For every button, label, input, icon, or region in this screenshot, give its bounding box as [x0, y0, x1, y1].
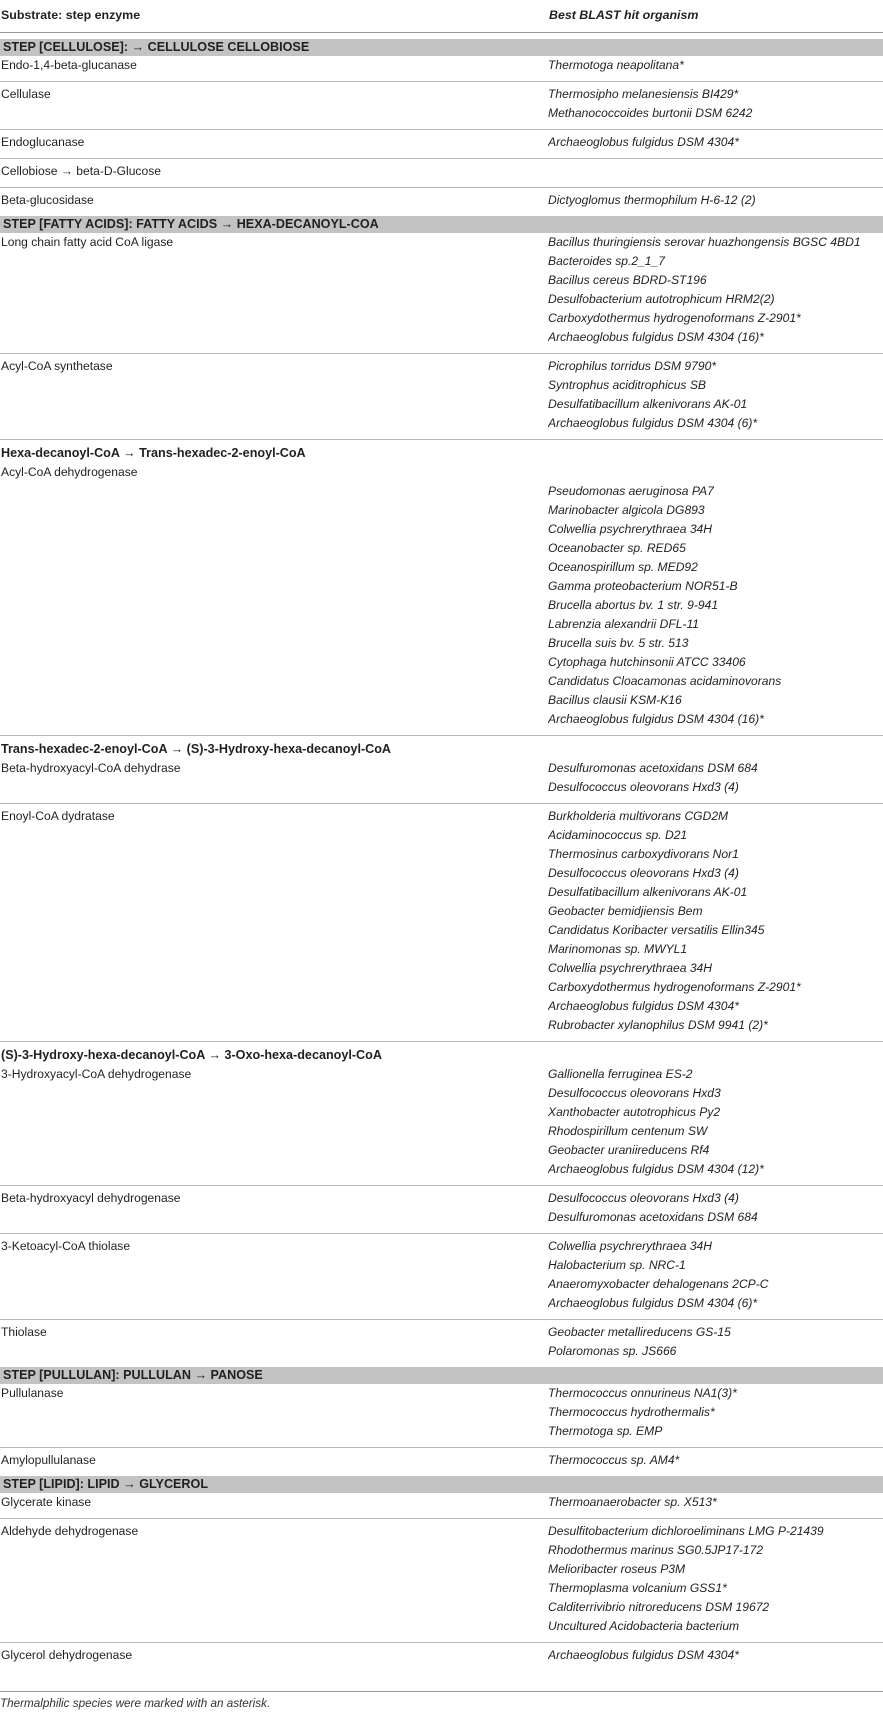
organism-cell — [548, 357, 883, 433]
organism-name: Thermoanaerobacter sp. X513* — [548, 1495, 717, 1509]
organism-name: Desulfococcus oleovorans Hxd3 (4) — [548, 866, 739, 880]
enzyme-cell: Beta-hydroxyacyl dehydrogenase — [1, 1191, 181, 1205]
organism-name: Colwellia psychrerythraea 34H — [548, 522, 713, 536]
header-blast-organism: Best BLAST hit organism — [549, 8, 699, 22]
organism-name: Geobacter uraniireducens Rf4 — [548, 1143, 710, 1157]
organism-name: Rhodothermus marinus SG0.5JP17-172 — [548, 1543, 764, 1557]
organism-name: Bacillus clausii KSM-K16 — [548, 693, 682, 707]
table-row — [0, 85, 883, 123]
row-divider — [0, 1233, 883, 1234]
table-row — [0, 1522, 883, 1636]
table-row — [0, 357, 883, 433]
organism-name: Gallionella ferruginea ES-2 — [548, 1067, 693, 1081]
table-row — [0, 759, 883, 797]
row-divider — [0, 1447, 883, 1448]
organism-cell — [548, 233, 883, 347]
row-divider — [0, 353, 883, 354]
step-header: STEP [FATTY ACIDS]: FATTY ACIDS → HEXA-DECANOYL-COA — [0, 216, 883, 233]
enzyme-cell: Cellulase — [1, 87, 51, 101]
organism-cell — [548, 1646, 883, 1665]
table-row — [0, 1065, 883, 1179]
organism-name: Picrophilus torridus DSM 9790* — [548, 359, 717, 373]
table-row — [0, 162, 883, 181]
step-header: STEP [LIPID]: LIPID → GLYCEROL — [0, 1476, 883, 1493]
organism-name: Geobacter metallireducens GS-15 — [548, 1325, 731, 1339]
organism-name: Desulfococcus oleovorans Hxd3 — [548, 1086, 721, 1100]
organism-name: Thermococcus sp. AM4* — [548, 1453, 680, 1467]
organism-name: Thermosipho melanesiensis BI429* — [548, 87, 739, 101]
organism-name: Desulfococcus oleovorans Hxd3 (4) — [548, 780, 739, 794]
table-row — [0, 1237, 883, 1313]
organism-name: Archaeoglobus fulgidus DSM 4304 (16)* — [548, 712, 764, 726]
enzyme-cell: Cellobiose → beta-D-Glucose — [1, 164, 161, 178]
organism-cell — [548, 85, 883, 123]
enzyme-cell: Endoglucanase — [1, 135, 85, 149]
reaction-subheader: Trans-hexadec-2-enoyl-CoA → (S)-3-Hydroxy-hexa-decanoyl-CoA — [1, 742, 392, 756]
table-row — [0, 1384, 883, 1441]
organism-name: Desulfococcus oleovorans Hxd3 (4) — [548, 1191, 739, 1205]
reaction-subheader: Hexa-decanoyl-CoA → Trans-hexadec-2-enoyl-CoA — [1, 446, 306, 460]
organism-cell — [548, 1065, 883, 1179]
organism-cell — [548, 133, 883, 152]
organism-name: Rhodospirillum centenum SW — [548, 1124, 708, 1138]
organism-name: Melioribacter roseus P3M — [548, 1562, 686, 1576]
enzyme-cell: Acyl-CoA dehydrogenase — [1, 465, 138, 479]
organism-name: Colwellia psychrerythraea 34H — [548, 1239, 713, 1253]
step-header: STEP [CELLULOSE]: → CELLULOSE CELLOBIOSE — [0, 39, 883, 56]
organism-name: Thermococcus hydrothermalis* — [548, 1405, 715, 1419]
enzyme-cell: Acyl-CoA synthetase — [1, 359, 113, 373]
organism-cell — [548, 1384, 883, 1441]
organism-name: Desulfitobacterium dichloroeliminans LMG P-21439 — [548, 1524, 824, 1538]
organism-name: Burkholderia multivorans CGD2M — [548, 809, 729, 823]
organism-name: Methanococcoides burtonii DSM 6242 — [548, 106, 753, 120]
organism-name: Oceanobacter sp. RED65 — [548, 541, 686, 555]
organism-name: Geobacter bemidjiensis Bem — [548, 904, 703, 918]
organism-name: Anaeromyxobacter dehalogenans 2CP-C — [548, 1277, 769, 1291]
table-row — [0, 56, 883, 75]
row-divider — [0, 158, 883, 159]
enzyme-cell: Long chain fatty acid CoA ligase — [1, 235, 174, 249]
organism-name: Marinomonas sp. MWYL1 — [548, 942, 688, 956]
organism-cell — [548, 807, 883, 1035]
organism-name: Desulfuromonas acetoxidans DSM 684 — [548, 1210, 758, 1224]
organism-name: Bacteroides sp.2_1_7 — [548, 254, 665, 268]
enzyme-cell: Pullulanase — [1, 1386, 64, 1400]
enzyme-cell: Enoyl-CoA dydratase — [1, 809, 115, 823]
row-divider — [0, 735, 883, 736]
organism-name: Desulfuromonas acetoxidans DSM 684 — [548, 761, 758, 775]
table-row — [0, 1189, 883, 1227]
organism-cell — [548, 1237, 883, 1313]
table-row — [0, 1323, 883, 1361]
organism-cell — [548, 1451, 883, 1470]
row-divider — [0, 1041, 883, 1042]
step-header: STEP [PULLULAN]: PULLULAN → PANOSE — [0, 1367, 883, 1384]
row-divider — [0, 1185, 883, 1186]
footer-divider — [0, 1691, 883, 1692]
organism-cell — [548, 191, 883, 210]
table-row — [0, 807, 883, 1035]
organism-name: Syntrophus aciditrophicus SB — [548, 378, 706, 392]
table-footnote: Thermalphilic species were marked with an asterisk. — [0, 1697, 271, 1710]
enzyme-cell: Beta-glucosidase — [1, 193, 94, 207]
organism-name: Labrenzia alexandrii DFL-11 — [548, 617, 700, 631]
organism-name: Archaeoglobus fulgidus DSM 4304* — [548, 1648, 739, 1662]
organism-name: Oceanospirillum sp. MED92 — [548, 560, 698, 574]
organism-cell — [548, 463, 883, 729]
header-substrate-enzyme: Substrate: step enzyme — [1, 8, 141, 22]
organism-name: Archaeoglobus fulgidus DSM 4304 (12)* — [548, 1162, 764, 1176]
organism-name: Candidatus Koribacter versatilis Ellin345 — [548, 923, 765, 937]
organism-name: Candidatus Cloacamonas acidaminovorans — [548, 674, 782, 688]
table-row — [0, 133, 883, 152]
organism-name: Uncultured Acidobacteria bacterium — [548, 1619, 740, 1633]
organism-name: Bacillus thuringiensis serovar huazhongensis BGSC 4BD1 — [548, 235, 861, 249]
row-divider — [0, 81, 883, 82]
organism-name: Halobacterium sp. NRC-1 — [548, 1258, 686, 1272]
organism-name: Gamma proteobacterium NOR51-B — [548, 579, 738, 593]
organism-name: Archaeoglobus fulgidus DSM 4304 (6)* — [548, 1296, 758, 1310]
organism-name: Bacillus cereus BDRD-ST196 — [548, 273, 707, 287]
organism-name: Polaromonas sp. JS666 — [548, 1344, 677, 1358]
organism-name: Xanthobacter autotrophicus Py2 — [548, 1105, 721, 1119]
organism-name: Colwellia psychrerythraea 34H — [548, 961, 713, 975]
organism-cell — [548, 1323, 883, 1361]
row-divider — [0, 803, 883, 804]
organism-name — [548, 463, 883, 482]
enzyme-cell: Glycerol dehydrogenase — [1, 1648, 133, 1662]
row-divider — [0, 1319, 883, 1320]
organism-cell — [548, 759, 883, 797]
organism-name: Brucella suis bv. 5 str. 513 — [548, 636, 689, 650]
organism-name: Thermosinus carboxydivorans Nor1 — [548, 847, 739, 861]
organism-name: Archaeoglobus fulgidus DSM 4304 (6)* — [548, 416, 758, 430]
organism-name: Marinobacter algicola DG893 — [548, 503, 705, 517]
organism-name: Desulfatibacillum alkenivorans AK-01 — [548, 885, 748, 899]
organism-cell — [548, 1189, 883, 1227]
enzyme-cell: Endo-1,4-beta-glucanase — [1, 58, 137, 72]
organism-name: Rubrobacter xylanophilus DSM 9941 (2)* — [548, 1018, 768, 1032]
organism-name: Thermotoga neapolitana* — [548, 58, 684, 72]
table-row — [0, 463, 883, 729]
organism-cell — [548, 1522, 883, 1636]
enzyme-cell: Thiolase — [1, 1325, 47, 1339]
table-header — [0, 0, 883, 33]
organism-name: Archaeoglobus fulgidus DSM 4304 (16)* — [548, 330, 764, 344]
enzyme-cell: Aldehyde dehydrogenase — [1, 1524, 139, 1538]
row-divider — [0, 439, 883, 440]
enzyme-cell: 3-Hydroxyacyl-CoA dehydrogenase — [1, 1067, 192, 1081]
row-divider — [0, 1642, 883, 1643]
organism-name: Brucella abortus bv. 1 str. 9-941 — [548, 598, 719, 612]
organism-name: Calditerrivibrio nitroreducens DSM 19672 — [548, 1600, 770, 1614]
enzyme-cell: Amylopullulanase — [1, 1453, 96, 1467]
table-row — [0, 233, 883, 347]
table-row — [0, 1451, 883, 1470]
organism-name: Cytophaga hutchinsonii ATCC 33406 — [548, 655, 746, 669]
organism-name: Thermotoga sp. EMP — [548, 1424, 663, 1438]
organism-name: Thermococcus onnurineus NA1(3)* — [548, 1386, 737, 1400]
organism-name: Archaeoglobus fulgidus DSM 4304* — [548, 135, 739, 149]
enzyme-cell: 3-Ketoacyl-CoA thiolase — [1, 1239, 131, 1253]
organism-name: Pseudomonas aeruginosa PA7 — [548, 484, 714, 498]
organism-cell — [548, 1493, 883, 1512]
enzyme-cell: Beta-hydroxyacyl-CoA dehydrase — [1, 761, 181, 775]
organism-name: Desulfobacterium autotrophicum HRM2(2) — [548, 292, 775, 306]
organism-cell — [548, 162, 883, 181]
table-row — [0, 1493, 883, 1512]
organism-name: Carboxydothermus hydrogenoformans Z-2901* — [548, 311, 801, 325]
row-divider — [0, 129, 883, 130]
table-row — [0, 1646, 883, 1665]
reaction-subheader: (S)-3-Hydroxy-hexa-decanoyl-CoA → 3-Oxo-hexa-decanoyl-CoA — [1, 1048, 382, 1062]
enzyme-cell: Glycerate kinase — [1, 1495, 92, 1509]
organism-name: Desulfatibacillum alkenivorans AK-01 — [548, 397, 748, 411]
organism-name: Carboxydothermus hydrogenoformans Z-2901* — [548, 980, 801, 994]
organism-name: Archaeoglobus fulgidus DSM 4304* — [548, 999, 739, 1013]
table-body — [0, 39, 883, 1665]
row-divider — [0, 187, 883, 188]
organism-name: Thermoplasma volcanium GSS1* — [548, 1581, 727, 1595]
organism-cell — [548, 56, 883, 75]
row-divider — [0, 1518, 883, 1519]
organism-name: Acidaminococcus sp. D21 — [548, 828, 688, 842]
table-row — [0, 191, 883, 210]
organism-name: Dictyoglomus thermophilum H-6-12 (2) — [548, 193, 756, 207]
